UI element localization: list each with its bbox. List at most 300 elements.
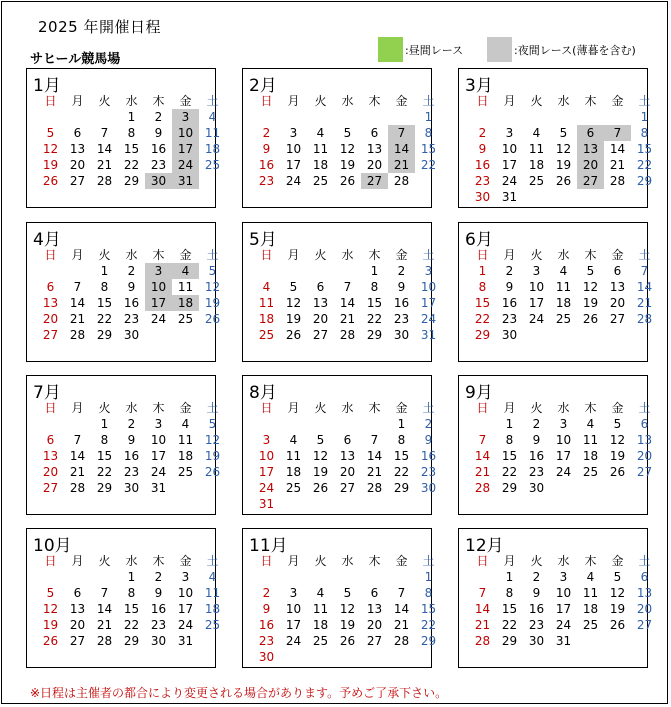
- empty-cell: [577, 109, 604, 125]
- day-cell: 2: [478, 126, 487, 140]
- weekday-header: 月: [503, 401, 516, 415]
- day-cell: 3: [424, 264, 433, 278]
- day-cell: 29: [636, 174, 653, 188]
- day-cell: 25: [582, 618, 599, 632]
- empty-cell: [280, 416, 307, 432]
- day-cell: 3: [559, 570, 568, 584]
- day-cell: 24: [555, 618, 572, 632]
- day-cell: 6: [640, 570, 649, 584]
- weekday-header: 水: [341, 401, 354, 415]
- day-cell: 14: [474, 449, 491, 463]
- day-cell: 10: [555, 433, 572, 447]
- day-cell: 19: [42, 618, 59, 632]
- weekday-header: 土: [206, 94, 219, 108]
- empty-cell: [253, 263, 280, 279]
- night-race-day: 13: [577, 141, 604, 157]
- day-cell: 17: [528, 296, 545, 310]
- day-cell: 5: [46, 126, 55, 140]
- day-cell: 29: [96, 481, 113, 495]
- day-cell: 11: [177, 433, 194, 447]
- day-cell: 4: [316, 126, 325, 140]
- day-cell: 4: [559, 264, 568, 278]
- day-cell: 26: [204, 465, 221, 479]
- day-cell: 16: [393, 296, 410, 310]
- day-cell: 25: [177, 465, 194, 479]
- month-grid: [253, 247, 442, 343]
- night-race-day: 31: [172, 173, 199, 189]
- day-cell: 18: [555, 296, 572, 310]
- empty-cell: [307, 416, 334, 432]
- weekday-header: 月: [503, 94, 516, 108]
- month-calendar: [26, 222, 221, 362]
- day-cell: 19: [42, 158, 59, 172]
- empty-cell: [280, 263, 307, 279]
- month-title: 12月: [465, 536, 504, 556]
- weekday-header: 木: [152, 554, 165, 568]
- night-race-day: 7: [604, 125, 631, 141]
- day-cell: 7: [100, 586, 109, 600]
- day-cell: 23: [258, 634, 275, 648]
- day-cell: 1: [505, 570, 514, 584]
- day-cell: 2: [154, 570, 163, 584]
- day-cell: 13: [366, 142, 383, 156]
- day-cell: 25: [582, 465, 599, 479]
- day-cell: 9: [154, 586, 163, 600]
- day-cell: 12: [312, 449, 329, 463]
- day-cell: 1: [640, 110, 649, 124]
- weekday-header: 日: [260, 94, 273, 108]
- day-cell: 29: [123, 634, 140, 648]
- day-cell: 20: [339, 465, 356, 479]
- weekday-header: 土: [206, 401, 219, 415]
- month-grid: [253, 93, 442, 189]
- day-cell: 18: [177, 449, 194, 463]
- day-cell: 10: [528, 280, 545, 294]
- day-cell: 3: [559, 417, 568, 431]
- empty-cell: [388, 569, 415, 585]
- day-cell: 20: [636, 449, 653, 463]
- day-cell: 13: [42, 296, 59, 310]
- day-cell: 15: [474, 296, 491, 310]
- day-cell: 25: [204, 158, 221, 172]
- day-cell: 19: [312, 465, 329, 479]
- weekday-header: 水: [557, 94, 570, 108]
- month-calendar: [458, 528, 653, 668]
- day-cell: 6: [46, 280, 55, 294]
- night-race-day: 27: [361, 173, 388, 189]
- day-cell: 18: [258, 312, 275, 326]
- weekday-header: 水: [125, 401, 138, 415]
- weekday-header: 土: [638, 248, 651, 262]
- weekday-header: 日: [44, 401, 57, 415]
- empty-cell: [37, 569, 64, 585]
- day-cell: 19: [609, 602, 626, 616]
- empty-cell: [523, 109, 550, 125]
- weekday-header: 月: [71, 401, 84, 415]
- day-cell: 22: [420, 618, 437, 632]
- day-cell: 30: [123, 328, 140, 342]
- empty-cell: [280, 569, 307, 585]
- weekday-header: 日: [44, 248, 57, 262]
- day-cell: 30: [528, 634, 545, 648]
- day-cell: 15: [123, 602, 140, 616]
- day-cell: 21: [474, 465, 491, 479]
- empty-cell: [334, 416, 361, 432]
- day-cell: 11: [258, 296, 275, 310]
- day-cell: 21: [69, 465, 86, 479]
- day-cell: 18: [312, 158, 329, 172]
- day-cell: 28: [96, 174, 113, 188]
- night-race-day: 3: [172, 109, 199, 125]
- day-cell: 6: [73, 126, 82, 140]
- month-title: 3月: [465, 76, 493, 96]
- day-cell: 29: [366, 328, 383, 342]
- night-race-day: 18: [172, 295, 199, 311]
- day-cell: 10: [150, 433, 167, 447]
- day-cell: 14: [366, 449, 383, 463]
- day-cell: 28: [393, 634, 410, 648]
- day-cell: 2: [505, 264, 514, 278]
- day-cell: 16: [474, 158, 491, 172]
- day-cell: 13: [636, 586, 653, 600]
- day-cell: 4: [181, 417, 190, 431]
- night-race-day: 7: [388, 125, 415, 141]
- weekday-header: 火: [98, 554, 111, 568]
- day-cell: 10: [177, 586, 194, 600]
- day-cell: 13: [339, 449, 356, 463]
- day-cell: 4: [289, 433, 298, 447]
- day-cell: 12: [204, 433, 221, 447]
- venue-name: サヒール競馬場: [30, 52, 121, 67]
- day-cell: 16: [123, 296, 140, 310]
- day-cell: 13: [609, 280, 626, 294]
- day-cell: 8: [100, 433, 109, 447]
- weekday-header: 日: [44, 94, 57, 108]
- day-cell: 15: [366, 296, 383, 310]
- weekday-header: 木: [584, 94, 597, 108]
- day-cell: 16: [258, 618, 275, 632]
- day-cell: 13: [366, 602, 383, 616]
- day-cell: 5: [208, 417, 217, 431]
- day-cell: 8: [397, 433, 406, 447]
- weekday-header: 火: [98, 94, 111, 108]
- month-title: 9月: [465, 383, 493, 403]
- day-cell: 10: [285, 602, 302, 616]
- day-cell: 21: [339, 312, 356, 326]
- empty-cell: [37, 109, 64, 125]
- day-cell: 10: [501, 142, 518, 156]
- weekday-header: 木: [152, 248, 165, 262]
- day-cell: 17: [555, 602, 572, 616]
- month-calendar: [458, 68, 653, 208]
- day-cell: 6: [316, 280, 325, 294]
- legend-night-race: [487, 37, 636, 62]
- day-cell: 1: [424, 110, 433, 124]
- empty-cell: [307, 569, 334, 585]
- day-cell: 15: [420, 602, 437, 616]
- day-cell: 31: [420, 328, 437, 342]
- day-cell: 1: [397, 417, 406, 431]
- night-race-day: 6: [577, 125, 604, 141]
- month-title: 2月: [249, 76, 277, 96]
- day-cell: 12: [609, 433, 626, 447]
- day-cell: 21: [474, 618, 491, 632]
- day-cell: 26: [609, 618, 626, 632]
- day-cell: 23: [474, 174, 491, 188]
- day-cell: 9: [532, 433, 541, 447]
- day-cell: 3: [289, 586, 298, 600]
- day-cell: 6: [343, 433, 352, 447]
- day-cell: 16: [528, 602, 545, 616]
- empty-cell: [361, 416, 388, 432]
- empty-cell: [334, 263, 361, 279]
- month-calendar: [458, 222, 653, 362]
- day-cell: 24: [258, 481, 275, 495]
- month-grid: [37, 553, 226, 649]
- day-cell: 23: [393, 312, 410, 326]
- day-cell: 14: [96, 142, 113, 156]
- day-cell: 10: [258, 449, 275, 463]
- day-cell: 18: [204, 142, 221, 156]
- day-cell: 3: [505, 126, 514, 140]
- month-grid: [253, 400, 442, 512]
- day-cell: 4: [586, 417, 595, 431]
- day-cell: 25: [312, 174, 329, 188]
- day-cell: 11: [555, 280, 572, 294]
- day-cell: 27: [366, 634, 383, 648]
- empty-cell: [91, 569, 118, 585]
- day-cell: 12: [42, 142, 59, 156]
- day-cell: 1: [100, 264, 109, 278]
- night-race-day: 4: [172, 263, 199, 279]
- weekday-header: 土: [422, 554, 435, 568]
- day-cell: 23: [501, 312, 518, 326]
- day-cell: 27: [636, 465, 653, 479]
- month-calendar: [242, 222, 437, 362]
- day-cell: 5: [613, 417, 622, 431]
- day-cell: 5: [289, 280, 298, 294]
- day-cell: 11: [582, 433, 599, 447]
- legend-day-race: [378, 37, 463, 62]
- day-cell: 5: [559, 126, 568, 140]
- day-cell: 8: [505, 433, 514, 447]
- day-cell: 18: [528, 158, 545, 172]
- day-cell: 7: [73, 280, 82, 294]
- weekday-header: 木: [152, 401, 165, 415]
- weekday-header: 水: [341, 554, 354, 568]
- empty-cell: [64, 416, 91, 432]
- month-calendar: [458, 375, 653, 515]
- day-cell: 5: [46, 586, 55, 600]
- day-cell: 24: [555, 465, 572, 479]
- day-cell: 26: [582, 312, 599, 326]
- day-cell: 2: [262, 586, 271, 600]
- day-cell: 17: [150, 449, 167, 463]
- day-cell: 16: [528, 449, 545, 463]
- day-cell: 23: [528, 465, 545, 479]
- day-cell: 5: [316, 433, 325, 447]
- day-cell: 21: [393, 618, 410, 632]
- empty-cell: [361, 569, 388, 585]
- weekday-header: 日: [260, 554, 273, 568]
- empty-cell: [388, 109, 415, 125]
- day-cell: 4: [208, 570, 217, 584]
- day-cell: 22: [501, 618, 518, 632]
- day-cell: 1: [370, 264, 379, 278]
- day-cell: 4: [316, 586, 325, 600]
- day-cell: 8: [370, 280, 379, 294]
- day-cell: 5: [586, 264, 595, 278]
- night-race-day: 10: [172, 125, 199, 141]
- day-cell: 8: [505, 586, 514, 600]
- empty-cell: [253, 416, 280, 432]
- day-cell: 28: [636, 312, 653, 326]
- day-cell: 30: [420, 481, 437, 495]
- empty-cell: [307, 109, 334, 125]
- day-cell: 11: [204, 126, 221, 140]
- weekday-header: 日: [476, 94, 489, 108]
- day-cell: 25: [204, 618, 221, 632]
- empty-cell: [469, 109, 496, 125]
- day-cell: 21: [366, 465, 383, 479]
- month-grid: [37, 400, 226, 496]
- day-cell: 14: [393, 602, 410, 616]
- day-cell: 30: [123, 481, 140, 495]
- day-cell: 15: [636, 142, 653, 156]
- weekday-header: 水: [125, 94, 138, 108]
- day-cell: 28: [474, 481, 491, 495]
- day-cell: 11: [312, 142, 329, 156]
- day-cell: 22: [123, 158, 140, 172]
- day-cell: 25: [258, 328, 275, 342]
- weekday-header: 月: [71, 248, 84, 262]
- day-cell: 3: [262, 433, 271, 447]
- day-cell: 5: [343, 586, 352, 600]
- day-cell: 3: [532, 264, 541, 278]
- day-cell: 14: [636, 280, 653, 294]
- weekday-header: 月: [71, 94, 84, 108]
- weekday-header: 水: [557, 401, 570, 415]
- day-cell: 29: [501, 634, 518, 648]
- empty-cell: [496, 109, 523, 125]
- day-race-label: :昼間レース: [405, 43, 464, 57]
- empty-cell: [469, 569, 496, 585]
- day-cell: 28: [339, 328, 356, 342]
- month-grid: [469, 93, 658, 205]
- day-cell: 17: [285, 618, 302, 632]
- day-cell: 28: [69, 481, 86, 495]
- day-cell: 21: [609, 158, 626, 172]
- day-cell: 22: [474, 312, 491, 326]
- day-cell: 20: [366, 618, 383, 632]
- weekday-header: 月: [503, 248, 516, 262]
- day-cell: 2: [127, 264, 136, 278]
- empty-cell: [64, 109, 91, 125]
- day-cell: 24: [501, 174, 518, 188]
- day-cell: 11: [285, 449, 302, 463]
- day-cell: 7: [73, 433, 82, 447]
- night-race-day: 17: [145, 295, 172, 311]
- month-grid: [253, 553, 442, 665]
- day-cell: 1: [127, 570, 136, 584]
- day-cell: 12: [204, 280, 221, 294]
- day-cell: 2: [154, 110, 163, 124]
- weekday-header: 火: [98, 401, 111, 415]
- month-grid: [37, 93, 226, 189]
- day-cell: 9: [397, 280, 406, 294]
- weekday-header: 金: [611, 248, 624, 262]
- weekday-header: 水: [557, 248, 570, 262]
- schedule-sheet: [1, 1, 668, 704]
- empty-cell: [550, 109, 577, 125]
- day-cell: 19: [339, 618, 356, 632]
- day-cell: 31: [150, 481, 167, 495]
- month-grid: [469, 400, 658, 496]
- day-cell: 25: [177, 312, 194, 326]
- month-calendar: [242, 375, 437, 515]
- day-cell: 8: [100, 280, 109, 294]
- day-cell: 29: [96, 328, 113, 342]
- day-cell: 27: [312, 328, 329, 342]
- day-cell: 9: [262, 602, 271, 616]
- night-race-day: 30: [145, 173, 172, 189]
- day-race-swatch: [378, 37, 403, 62]
- day-cell: 26: [339, 634, 356, 648]
- day-cell: 15: [420, 142, 437, 156]
- day-cell: 14: [69, 296, 86, 310]
- weekday-header: 日: [260, 248, 273, 262]
- weekday-header: 水: [125, 554, 138, 568]
- day-cell: 31: [501, 190, 518, 204]
- day-cell: 21: [69, 312, 86, 326]
- month-calendar: [26, 68, 221, 208]
- day-cell: 24: [285, 634, 302, 648]
- day-cell: 15: [393, 449, 410, 463]
- night-race-day: 3: [145, 263, 172, 279]
- weekday-header: 土: [638, 94, 651, 108]
- day-cell: 30: [474, 190, 491, 204]
- day-cell: 12: [42, 602, 59, 616]
- day-cell: 28: [96, 634, 113, 648]
- day-cell: 19: [285, 312, 302, 326]
- day-cell: 31: [555, 634, 572, 648]
- day-cell: 29: [474, 328, 491, 342]
- day-cell: 26: [312, 481, 329, 495]
- day-cell: 14: [69, 449, 86, 463]
- day-cell: 11: [177, 280, 194, 294]
- weekday-header: 日: [476, 554, 489, 568]
- day-cell: 24: [150, 465, 167, 479]
- day-cell: 23: [123, 312, 140, 326]
- day-cell: 2: [424, 417, 433, 431]
- empty-cell: [37, 416, 64, 432]
- day-cell: 20: [42, 312, 59, 326]
- day-cell: 2: [532, 417, 541, 431]
- weekday-header: 火: [98, 248, 111, 262]
- night-race-day: 10: [145, 279, 172, 295]
- month-title: 5月: [249, 230, 277, 250]
- day-cell: 6: [640, 417, 649, 431]
- weekday-header: 金: [395, 248, 408, 262]
- weekday-header: 金: [395, 554, 408, 568]
- day-cell: 4: [532, 126, 541, 140]
- day-cell: 12: [285, 296, 302, 310]
- weekday-header: 日: [476, 248, 489, 262]
- day-cell: 20: [366, 158, 383, 172]
- day-cell: 12: [609, 586, 626, 600]
- day-cell: 20: [42, 465, 59, 479]
- day-cell: 8: [127, 586, 136, 600]
